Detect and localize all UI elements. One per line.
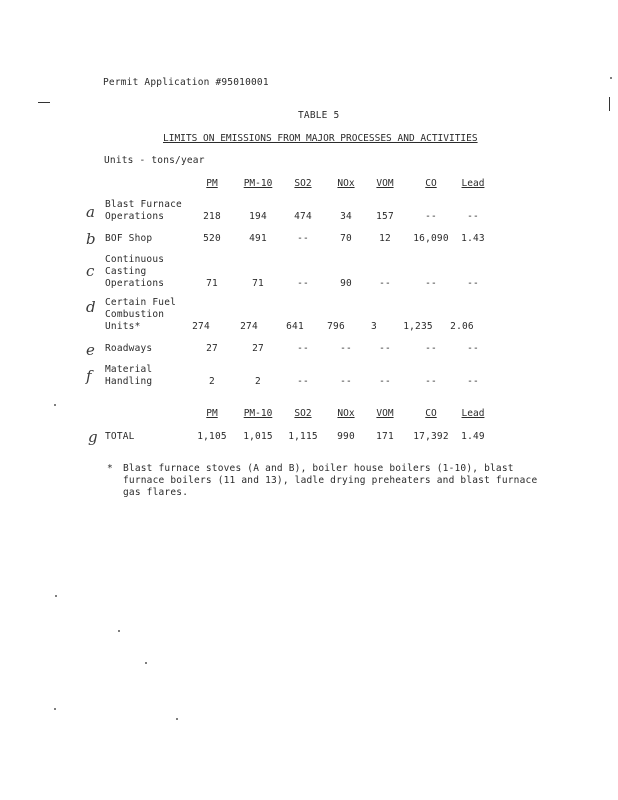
cell-lead: --	[467, 278, 479, 289]
cell-pm10: 71	[252, 278, 264, 289]
col-header-vom: VOM	[376, 178, 394, 189]
cell-pm10: 491	[249, 233, 267, 244]
scan-speck	[610, 77, 612, 79]
cell-pm10: 274	[240, 321, 258, 332]
row-label-line: Roadways	[105, 343, 153, 354]
cell-pm: 71	[206, 278, 218, 289]
col-header-pm10: PM-10	[243, 178, 273, 189]
cell-nox: 34	[340, 211, 352, 222]
cell-pm: 274	[192, 321, 210, 332]
margin-mark	[38, 102, 50, 103]
cell-vom: --	[379, 376, 391, 387]
cell-vom: --	[379, 278, 391, 289]
cell-pm: 27	[206, 343, 218, 354]
cell-pm10: 2	[255, 376, 261, 387]
cell-so2: --	[297, 376, 309, 387]
footnote-line: furnace boilers (11 and 13), ladle drying preheaters and blast furnace	[123, 475, 538, 486]
cell-co: 1,235	[403, 321, 433, 332]
cell-vom: 157	[376, 211, 394, 222]
col-header-nox: NOx	[337, 178, 355, 189]
cell-co: 16,090	[413, 233, 449, 244]
row-label-line: Material	[105, 364, 153, 375]
cell-so2: 474	[294, 211, 312, 222]
handwritten-mark-d: d	[86, 298, 96, 316]
scan-speck	[118, 630, 120, 632]
units-label: Units - tons/year	[104, 155, 205, 166]
col-header-vom-repeat: VOM	[376, 408, 394, 419]
scan-speck	[55, 595, 57, 597]
col-header-lead-repeat: Lead	[461, 408, 485, 419]
col-header-nox-repeat: NOx	[337, 408, 355, 419]
row-label-line: Combustion	[105, 309, 165, 320]
row-label-line: Continuous	[105, 254, 165, 265]
cell-nox: 90	[340, 278, 352, 289]
col-header-so2: SO2	[294, 178, 312, 189]
col-header-lead: Lead	[461, 178, 485, 189]
cell-co: --	[425, 376, 437, 387]
permit-application-number: Permit Application #95010001	[103, 77, 269, 88]
cell-lead: --	[467, 376, 479, 387]
col-header-pm-repeat: PM	[206, 408, 218, 419]
row-label-line: Casting	[105, 266, 147, 277]
handwritten-mark-f: f	[86, 367, 92, 385]
row-label-line: Operations	[105, 211, 165, 222]
row-label-line: Certain Fuel	[105, 297, 177, 308]
total-pm: 1,105	[197, 431, 227, 442]
cell-co: --	[425, 343, 437, 354]
row-label-line: Handling	[105, 376, 153, 387]
scan-speck	[54, 404, 56, 406]
cell-vom: 3	[371, 321, 377, 332]
row-label-line: Units*	[105, 321, 141, 332]
scan-speck	[145, 662, 147, 664]
scan-speck	[176, 718, 178, 720]
total-so2: 1,115	[288, 431, 318, 442]
footnote-line: gas flares.	[123, 487, 189, 498]
table-title: LIMITS ON EMISSIONS FROM MAJOR PROCESSES AND ACTIVITIES	[163, 133, 478, 144]
cell-lead: 1.43	[461, 233, 485, 244]
cell-nox: --	[340, 343, 352, 354]
handwritten-mark-e: e	[86, 341, 95, 359]
total-pm10: 1,015	[243, 431, 273, 442]
footnote-line: Blast furnace stoves (A and B), boiler house boilers (1-10), blast	[123, 463, 514, 474]
cell-pm: 2	[209, 376, 215, 387]
cell-so2: 641	[286, 321, 304, 332]
total-nox: 990	[337, 431, 355, 442]
cell-nox: 796	[327, 321, 345, 332]
handwritten-mark-a: a	[86, 203, 95, 221]
scan-speck	[54, 708, 56, 710]
col-header-so2-repeat: SO2	[294, 408, 312, 419]
cell-so2: --	[297, 233, 309, 244]
footnote-symbol: *	[107, 463, 113, 474]
col-header-co-repeat: CO	[425, 408, 437, 419]
total-co: 17,392	[413, 431, 449, 442]
cell-co: --	[425, 211, 437, 222]
cell-pm: 520	[203, 233, 221, 244]
row-label-line: BOF Shop	[105, 233, 153, 244]
cell-lead: --	[467, 343, 479, 354]
cell-vom: --	[379, 343, 391, 354]
cell-so2: --	[297, 343, 309, 354]
total-label: TOTAL	[105, 431, 135, 442]
cell-vom: 12	[379, 233, 391, 244]
col-header-pm: PM	[206, 178, 218, 189]
handwritten-mark-g: g	[88, 428, 98, 446]
cell-lead: 2.06	[450, 321, 474, 332]
cell-nox: 70	[340, 233, 352, 244]
cell-pm: 218	[203, 211, 221, 222]
table-label: TABLE 5	[298, 110, 340, 121]
total-lead: 1.49	[461, 431, 485, 442]
handwritten-mark-b: b	[86, 230, 96, 248]
cell-so2: --	[297, 278, 309, 289]
total-vom: 171	[376, 431, 394, 442]
cell-lead: --	[467, 211, 479, 222]
cell-pm10: 194	[249, 211, 267, 222]
row-label-line: Blast Furnace	[105, 199, 182, 210]
handwritten-mark-c: c	[86, 262, 95, 280]
cell-co: --	[425, 278, 437, 289]
row-label-line: Operations	[105, 278, 165, 289]
cell-pm10: 27	[252, 343, 264, 354]
col-header-pm10-repeat: PM-10	[243, 408, 273, 419]
cell-nox: --	[340, 376, 352, 387]
col-header-co: CO	[425, 178, 437, 189]
margin-bar	[609, 97, 610, 111]
